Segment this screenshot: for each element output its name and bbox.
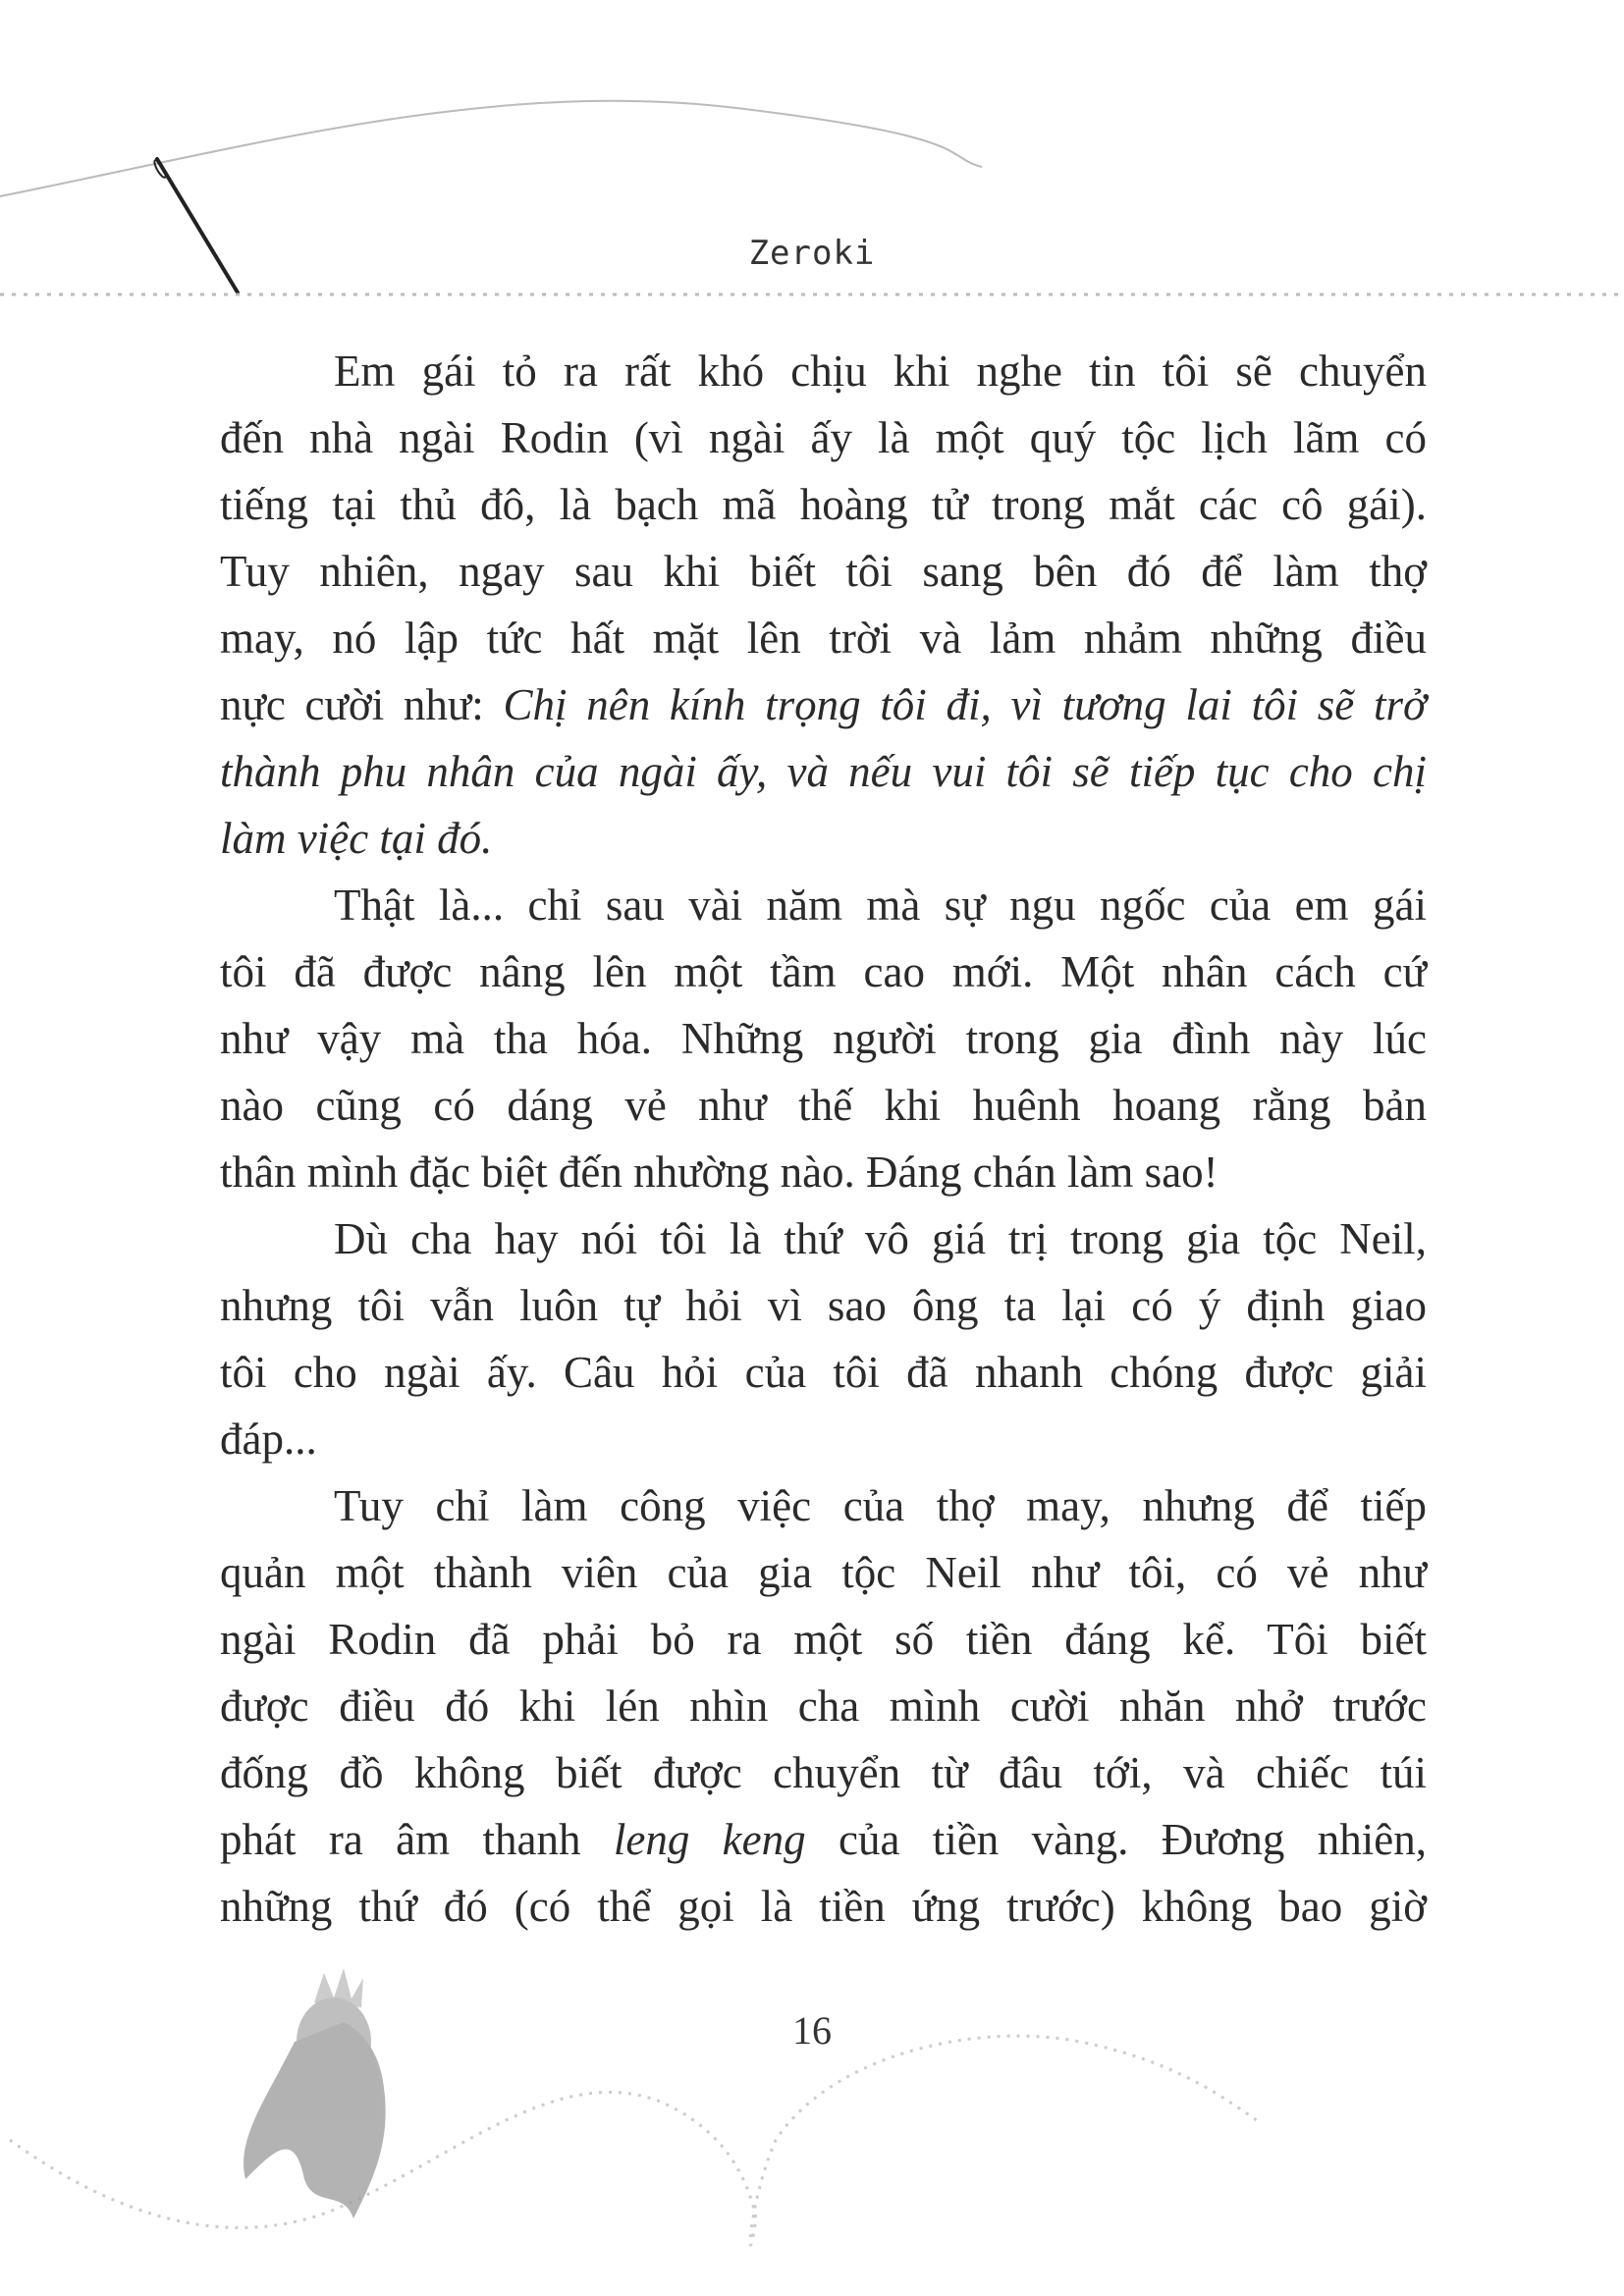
text-segment: như vậy mà tha hóa. Những người trong gia đình này lúc: [220, 1014, 1427, 1063]
text-line: [220, 538, 1427, 605]
text-segment: phát ra âm thanh: [220, 1815, 614, 1864]
italic-text: làm việc tại đó.: [220, 814, 493, 863]
text-line: [220, 1072, 1427, 1139]
text-line: [220, 1539, 1427, 1606]
text-line: [220, 1673, 1427, 1739]
text-segment: Dù cha hay nói tôi là thứ vô giá trị trong gia tộc Neil,: [334, 1214, 1427, 1263]
text-line: [220, 671, 1427, 738]
text-line: [220, 1272, 1427, 1339]
text-line: [220, 1739, 1427, 1806]
text-segment: Em gái tỏ ra rất khó chịu khi nghe tin tôi sẽ chuyển: [334, 347, 1427, 396]
text-segment: ngài Rodin đã phải bỏ ra một số tiền đáng kể. Tôi biết: [220, 1615, 1427, 1664]
text-line: [220, 471, 1427, 538]
text-line: [220, 1606, 1427, 1673]
italic-text: thành phu nhân của ngài ấy, và nếu vui tôi sẽ tiếp tục cho chị: [220, 747, 1427, 796]
text-segment: quản một thành viên của gia tộc Neil như tôi, có vẻ như: [220, 1548, 1427, 1597]
text-line: [220, 1406, 1427, 1472]
text-line: [220, 805, 1427, 872]
bottom-wave-decoration: [10, 2036, 1257, 2245]
text-line: [220, 1806, 1427, 1873]
text-segment: đến nhà ngài Rodin (vì ngài ấy là một quý tộc lịch lãm có: [220, 413, 1427, 462]
text-line: [220, 738, 1427, 805]
text-line: [220, 404, 1427, 471]
body-text: [220, 338, 1427, 1940]
text-segment: những thứ đó (có thể gọi là tiền ứng trước) không bao giờ: [220, 1882, 1427, 1931]
italic-text: Chị nên kính trọng tôi đi, vì tương lai tôi sẽ trở: [503, 680, 1427, 729]
text-line: [220, 605, 1427, 671]
text-segment: tôi đã được nâng lên một tầm cao mới. Một nhân cách cứ: [220, 947, 1427, 996]
text-segment: may, nó lập tức hất mặt lên trời và lảm nhảm những điều: [220, 614, 1427, 663]
text-segment: nào cũng có dáng vẻ như thế khi huênh hoang rằng bản: [220, 1081, 1427, 1130]
text-segment: Thật là... chỉ sau vài năm mà sự ngu ngốc của em gái: [334, 881, 1427, 930]
text-segment: Tuy nhiên, ngay sau khi biết tôi sang bên đó để làm thợ: [220, 547, 1427, 596]
text-segment: được điều đó khi lén nhìn cha mình cười nhăn nhở trước: [220, 1682, 1427, 1731]
text-segment: tôi cho ngài ấy. Câu hỏi của tôi đã nhanh chóng được giải: [220, 1348, 1427, 1397]
page-number: 16: [792, 2008, 832, 2053]
text-segment: của tiền vàng. Đương nhiên,: [805, 1815, 1428, 1864]
text-segment: nực cười như:: [220, 680, 504, 729]
text-segment: Tuy chỉ làm công việc của thợ may, nhưng để tiếp: [334, 1481, 1427, 1530]
text-segment: đáp...: [220, 1415, 317, 1464]
text-line: [220, 1339, 1427, 1406]
thread-decoration: [0, 101, 982, 196]
text-line: [220, 1139, 1427, 1205]
text-line: [220, 1873, 1427, 1940]
text-segment: thân mình đặc biệt đến nhường nào. Đáng chán làm sao!: [220, 1148, 1218, 1197]
text-segment: nhưng tôi vẫn luôn tự hỏi vì sao ông ta lại có ý định giao: [220, 1281, 1427, 1330]
character-illustration: [244, 1968, 386, 2218]
text-line: [220, 1472, 1427, 1539]
text-line: [220, 872, 1427, 938]
text-line: [220, 1205, 1427, 1272]
text-segment: đống đồ không biết được chuyển từ đâu tới, và chiếc túi: [220, 1748, 1427, 1797]
text-segment: tiếng tại thủ đô, là bạch mã hoàng tử trong mắt các cô gái).: [220, 480, 1427, 529]
running-header: Zeroki: [748, 234, 876, 273]
italic-text: leng keng: [613, 1815, 806, 1864]
text-line: [220, 1005, 1427, 1072]
text-line: [220, 338, 1427, 404]
text-line: [220, 938, 1427, 1005]
